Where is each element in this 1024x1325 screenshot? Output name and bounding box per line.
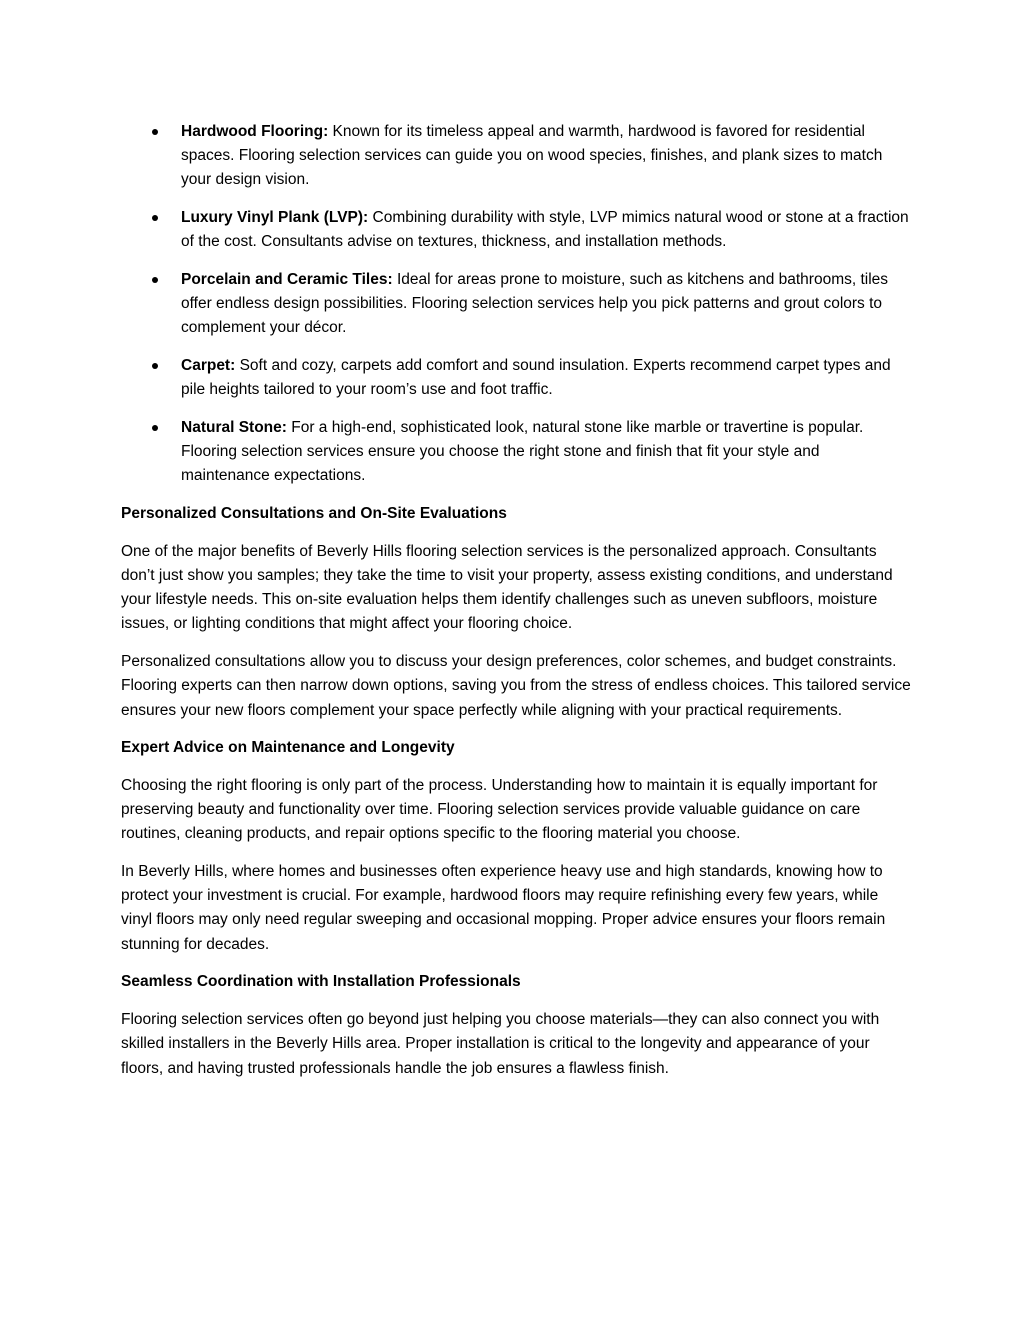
list-item-term: Natural Stone:: [181, 419, 287, 437]
body-paragraph: Personalized consultations allow you to discuss your design preferences, color schemes, and budget constraints. Flooring experts can then narrow down options, saving you from the stress of endless choices. This tailored service ensures your new floors complement your space perfectly while aligning with your practical requirements.: [121, 653, 911, 719]
bullet-icon: [152, 277, 158, 283]
document-page: [121, 120, 911, 1094]
bullet-icon: [152, 363, 158, 369]
list-item-text: For a high-end, sophisticated look, natural stone like marble or travertine is popular. Flooring selection services ensure you choose the right stone and finish that fit your style and maintenance expectations.: [181, 419, 864, 485]
list-item: [121, 268, 911, 341]
body-paragraph: In Beverly Hills, where homes and businesses often experience heavy use and high standards, knowing how to protect your investment is crucial. For example, hardwood floors may require refinishing every few years, while vinyl floors may only need regular sweeping and occasional mopping. Proper advice ensures your floors remain stunning for decades.: [121, 863, 886, 953]
section-consultations: [121, 502, 911, 723]
body-paragraph: Choosing the right flooring is only part of the process. Understanding how to maintain it is equally important for preserving beauty and functionality over time. Flooring selection services provide valuable guidance on care routines, cleaning products, and repair options specific to the flooring material you choose.: [121, 776, 878, 843]
list-item-term: Porcelain and Ceramic Tiles:: [181, 271, 393, 289]
list-item-term: Luxury Vinyl Plank (LVP):: [181, 209, 369, 227]
list-item-text: Ideal for areas prone to moisture, such as kitchens and bathrooms, tiles offer endless design possibilities. Flooring selection services help you pick patterns and grout colors to complement your décor.: [181, 271, 889, 337]
section-installation: [121, 970, 911, 1080]
section-heading: Expert Advice on Maintenance and Longevity: [121, 739, 455, 757]
section-maintenance: [121, 736, 911, 957]
list-item: [121, 120, 911, 193]
list-item: [121, 416, 911, 489]
section-heading: Personalized Consultations and On-Site Evaluations: [121, 505, 507, 523]
list-item-term: Carpet:: [181, 357, 236, 375]
body-paragraph: Flooring selection services often go beyond just helping you choose materials—they can also connect you with skilled installers in the Beverly Hills area. Proper installation is critical to the longevity and appearance of your floors, and having trusted professionals handle the job ensures a flawless finish.: [121, 1011, 880, 1077]
list-item-text: Known for its timeless appeal and warmth, hardwood is favored for residential spaces. Flooring selection services can guide you on wood species, finishes, and plank sizes to match your design vision.: [181, 123, 883, 189]
bullet-icon: [152, 215, 158, 221]
list-item-text: Combining durability with style, LVP mimics natural wood or stone at a fraction of the cost. Consultants advise on textures, thickness, and installation methods.: [181, 209, 909, 251]
bullet-icon: [152, 129, 158, 135]
list-item-term: Hardwood Flooring:: [181, 123, 329, 140]
body-paragraph: One of the major benefits of Beverly Hills flooring selection services is the personalized approach. Consultants don’t just show you samples; they take the time to visit your property, assess existing conditions, and understand your lifestyle needs. This on-site evaluation helps them identify challenges such as uneven subfloors, moisture issues, or lighting conditions that might affect your flooring choice.: [121, 542, 893, 633]
bullet-icon: [152, 425, 158, 431]
list-item-text: Soft and cozy, carpets add comfort and sound insulation. Experts recommend carpet types and pile heights tailored to your room’s use and foot traffic.: [181, 357, 891, 399]
list-item: [121, 206, 911, 254]
section-heading: Seamless Coordination with Installation Professionals: [121, 973, 521, 991]
list-item: [121, 354, 911, 402]
flooring-types-list: [121, 120, 911, 489]
